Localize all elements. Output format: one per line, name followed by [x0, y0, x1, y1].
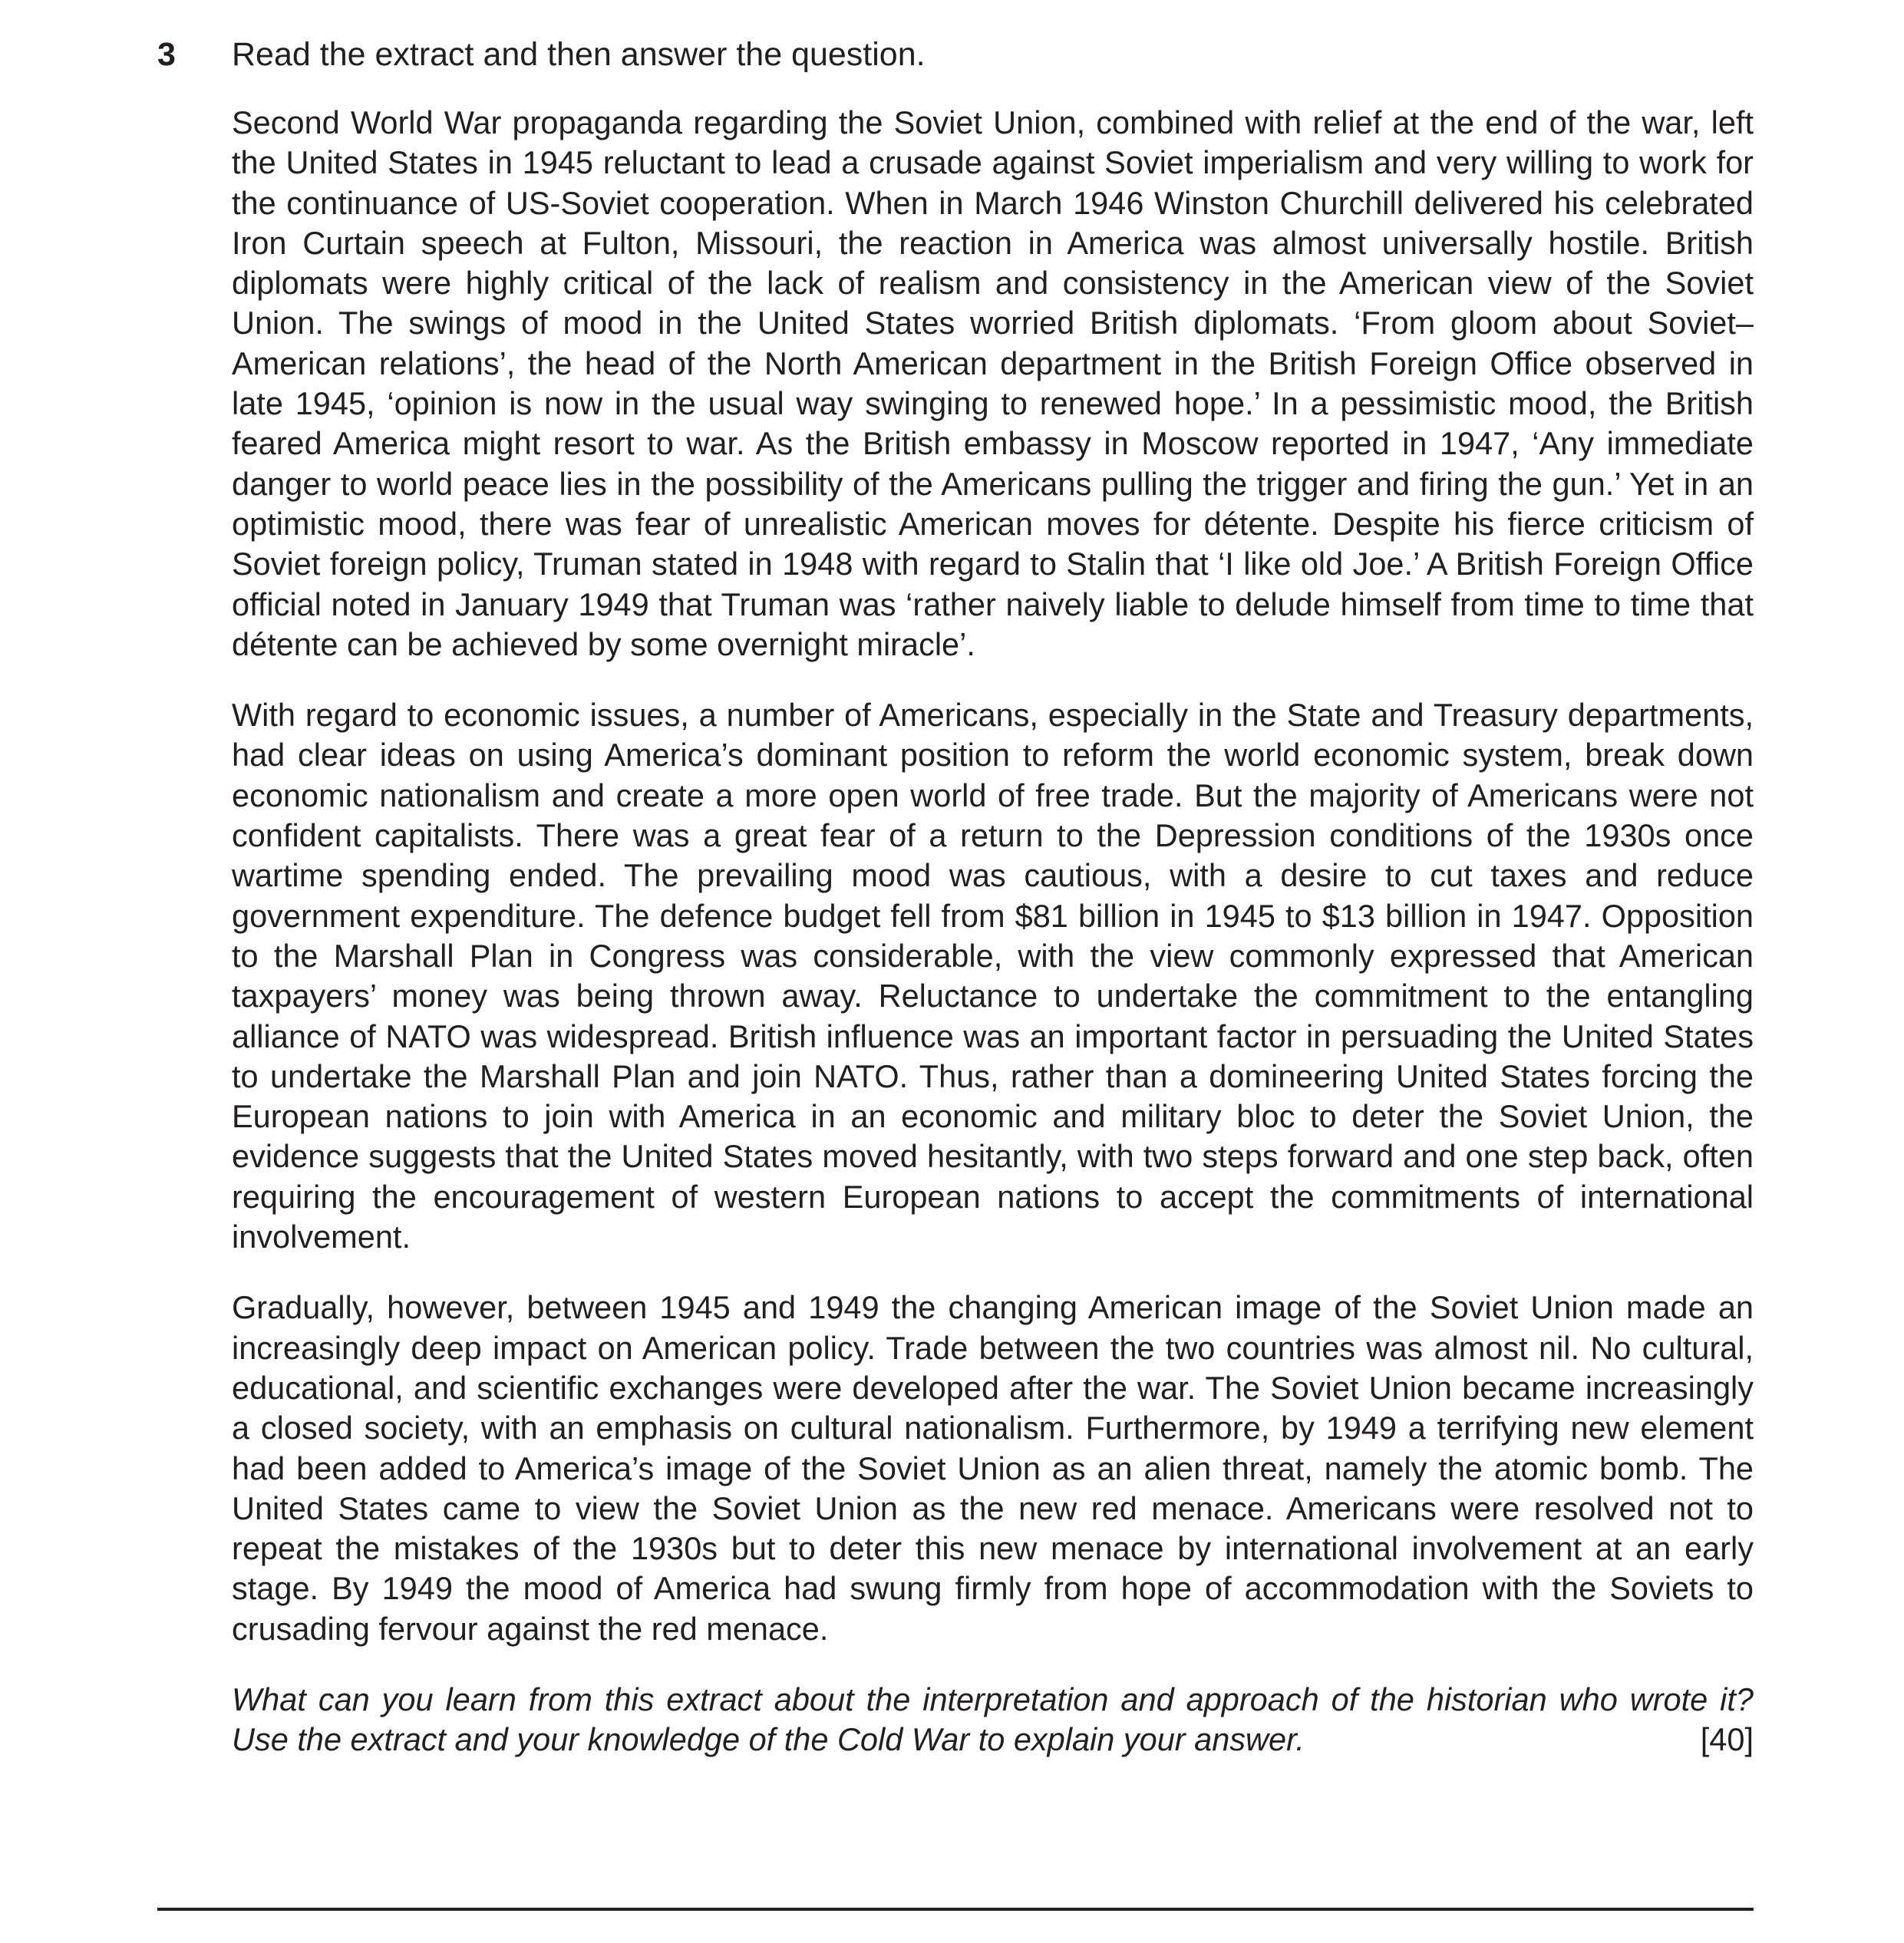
bottom-divider [157, 1908, 1754, 1911]
question-number: 3 [157, 36, 176, 73]
question-prompt: What can you learn from this extract about the interpretation and approach of the historian who wrote it? Use the extract and your knowledge of the Cold War to explain your answer. [232, 1681, 1754, 1758]
extract-paragraph-1: Second World War propaganda regarding the Soviet Union, combined with relief at the end of the war, left the United States in 1945 reluctant to lead a crusade against Soviet imperialism and very willing to work for the continuance of US-Soviet cooperation. When in March 1946 Winston Churchill delivered his celebrated Iron Curtain speech at Fulton, Missouri, the reaction in America was almost universally hostile. British diplomats were highly critical of the lack of realism and consistency in the American view of the Soviet Union. The swings of mood in the United States worried British diplomats. ‘From gloom about Soviet–American relations’, the head of the North American department in the British Foreign Office observed in late 1945, ‘opinion is now in the usual way swinging to renewed hope.’ In a pessimistic mood, the British feared America might resort to war. As the British embassy in Moscow reported in 1947, ‘Any immediate danger to world peace lies in the possibility of the Americans pulling the trigger and firing the gun.’ Yet in an optimistic mood, there was fear of unrealistic American moves for détente. Despite his fierce criticism of Soviet foreign policy, Truman stated in 1948 with regard to Stalin that ‘I like old Joe.’ A British Foreign Office official noted in January 1949 that Truman was ‘rather naively liable to delude himself from time to time that détente can be achieved by some overnight miracle’. [232, 104, 1754, 662]
marks-allocation: [40] [1700, 1721, 1754, 1758]
question-body [232, 34, 1754, 1760]
question-prompt-row [232, 1680, 1754, 1760]
extract-paragraph-3: Gradually, however, between 1945 and 1949 the changing American image of the Soviet Union made an increasingly deep impact on American policy. Trade between the two countries was almost nil. No cultural, educational, and scientific exchanges were developed after the war. The Soviet Union became increasingly a closed society, with an emphasis on cultural nationalism. Furthermore, by 1949 a terrifying new element had been added to America’s image of the Soviet Union as an alien threat, namely the atomic bomb. The United States came to view the Soviet Union as the new red menace. Americans were resolved not to repeat the mistakes of the 1930s but to deter this new menace by international involvement at an early stage. By 1949 the mood of America had swung firmly from hope of accommodation with the Soviets to crusading fervour against the red menace. [232, 1289, 1754, 1647]
instruction-text: Read the extract and then answer the question. [232, 36, 926, 73]
extract-paragraph-2: With regard to economic issues, a number of Americans, especially in the State and Treasury departments, had clear ideas on using America’s dominant position to reform the world economic system, break down economic nationalism and create a more open world of free trade. But the majority of Americans were not confident capitalists. There was a great fear of a return to the Depression conditions of the 1930s once wartime spending ended. The prevailing mood was cautious, with a desire to cut taxes and reduce government expenditure. The defence budget fell from $81 billion in 1945 to $13 billion in 1947. Opposition to the Marshall Plan in Congress was considerable, with the view commonly expressed that American taxpayers’ money was being thrown away. Reluctance to undertake the commitment to the entangling alliance of NATO was widespread. British influence was an important factor in persuading the United States to undertake the Marshall Plan and join NATO. Thus, rather than a domineering United States forcing the European nations to join with America in an economic and military bloc to deter the Soviet Union, the evidence suggests that the United States moved hesitantly, with two steps forward and one step back, often requiring the encouragement of western European nations to accept the commitments of international involvement. [232, 697, 1754, 1255]
